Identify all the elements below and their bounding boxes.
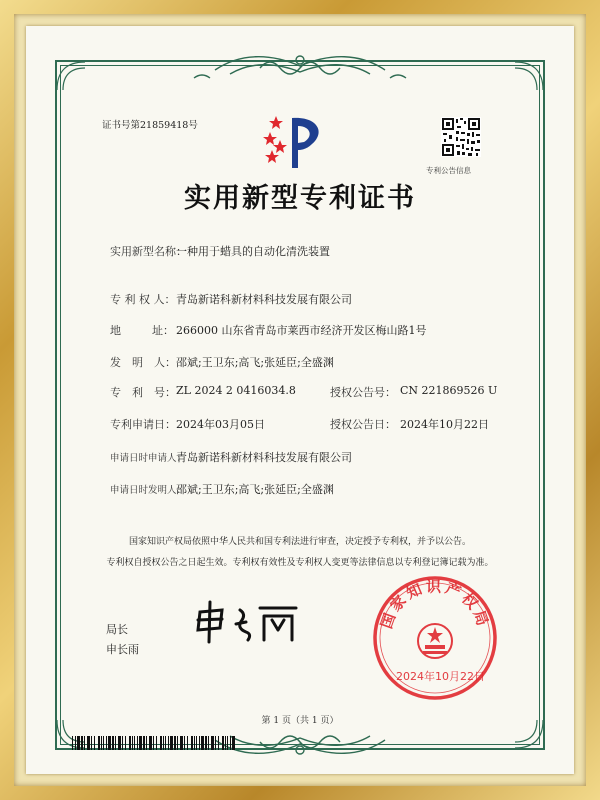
field-applicant-value: 青岛新诺科新材料科技发展有限公司 xyxy=(176,451,352,464)
field-address-label-2: 址： xyxy=(152,324,174,337)
field-address-value: 266000 山东省青岛市莱西市经济开发区梅山路1号 xyxy=(176,324,427,337)
field-inventor-label: 发 明 人： xyxy=(110,356,176,369)
svg-text:国家知识产权局 xyxy=(377,578,492,631)
field-patent-no-value: ZL 2024 2 0416034.8 xyxy=(176,384,296,397)
page-footer: 第 1 页（共 1 页） xyxy=(261,716,339,726)
signature-icon xyxy=(192,598,302,646)
qr-label: 专利公告信息 xyxy=(426,166,471,175)
field-grant-no-value: CN 221869526 U xyxy=(400,384,498,397)
barcode-icon xyxy=(72,736,236,750)
field-applicant-label: 申请日时申请人： xyxy=(110,453,187,464)
notice-line-1: 国家知识产权局依照中华人民共和国专利法进行审查，决定授予专利权，并予以公告。 xyxy=(128,537,471,547)
field-grant-date-value: 2024年10月22日 xyxy=(400,418,489,431)
notice-line-2: 专利权自授权公告之日起生效。专利权有效性及专利权人变更等法律信息以专利登记簿记载为准。 xyxy=(106,558,494,568)
field-name-label: 实用新型名称： xyxy=(110,245,187,258)
director-title: 局长 xyxy=(106,623,128,636)
page-title: 实用新型专利证书 xyxy=(184,183,416,214)
field-patent-no-label: 专 利 号： xyxy=(110,386,176,399)
field-grant-no-label: 授权公告号： xyxy=(330,386,396,399)
field-patentee-label: 专 利 权 人： xyxy=(110,293,176,306)
field-filing-date-value: 2024年03月05日 xyxy=(176,418,265,431)
field-inventor-value: 邵斌;王卫东;高飞;张延臣;全盛渊 xyxy=(176,356,334,369)
certificate-number: 证书号第21859418号 xyxy=(102,120,198,131)
qr-code-icon xyxy=(441,117,481,157)
field-filing-date-label: 专利申请日： xyxy=(110,418,176,431)
field-inventor-at-filing-value: 邵斌;王卫东;高飞;张延臣;全盛渊 xyxy=(176,483,334,496)
director-name: 申长雨 xyxy=(106,643,139,656)
field-name-value: 一种用于蜡具的自动化清洗装置 xyxy=(176,245,330,258)
patent-office-logo-icon xyxy=(262,110,328,170)
seal-date: 2024年10月22日 xyxy=(396,670,485,683)
field-address-label-1: 地 xyxy=(110,324,121,337)
field-grant-date-label: 授权公告日： xyxy=(330,418,396,431)
field-inventor-at-filing-label: 申请日时发明人： xyxy=(110,485,187,496)
seal-text: 国家知识产权局 xyxy=(377,577,493,631)
field-patentee-value: 青岛新诺科新材料科技发展有限公司 xyxy=(176,293,352,306)
